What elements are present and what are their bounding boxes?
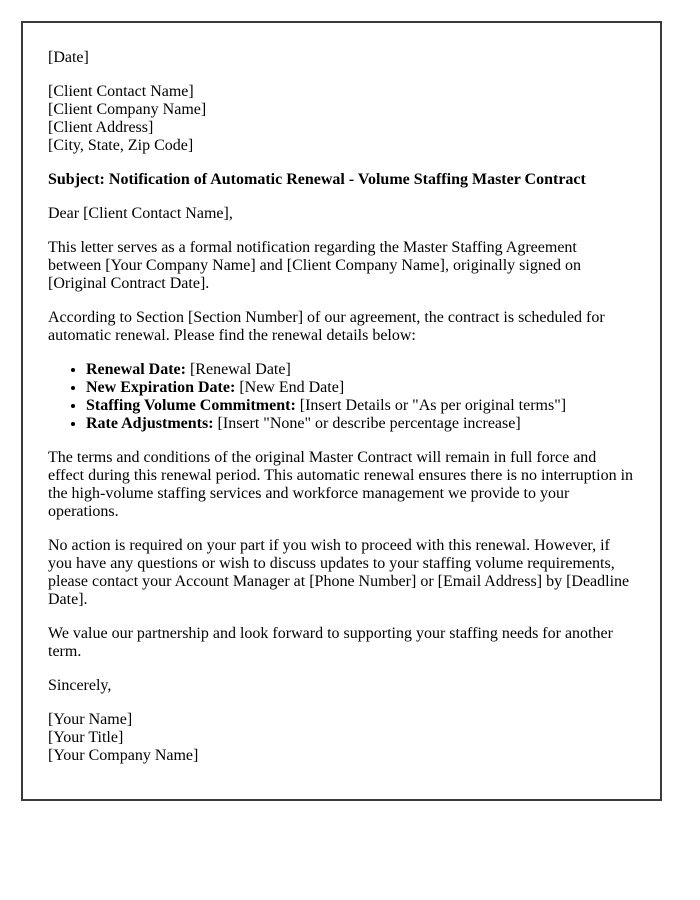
recipient-company-name: [Client Company Name] <box>48 101 207 118</box>
paragraph-no-action: No action is required on your part if you wish to proceed with this renewal. However, if you have any questions or wish to discuss updates to your staffing volume requirements, please contact your Account Manager at [Phone Number] or [Email Address] by [Deadline Date]. <box>48 537 630 608</box>
recipient-address-block <box>48 83 634 155</box>
recipient-city-state-zip: [City, State, Zip Code] <box>48 137 194 154</box>
letter-date: [Date] <box>48 49 89 66</box>
detail-item-new-expiration-date <box>86 379 634 397</box>
signature-company: [Your Company Name] <box>48 747 199 764</box>
letter-document <box>21 21 662 801</box>
detail-value: [Insert "None" or describe percentage increase] <box>217 415 521 432</box>
recipient-contact-name: [Client Contact Name] <box>48 83 194 100</box>
renewal-details-list <box>48 361 634 433</box>
paragraph-partnership: We value our partnership and look forward to supporting your staffing needs for another term. <box>48 625 613 660</box>
detail-label: Renewal Date: <box>86 361 186 378</box>
paragraph-renewal-notice: According to Section [Section Number] of our agreement, the contract is scheduled for automatic renewal. Please find the renewal details below: <box>48 309 605 344</box>
detail-value: [Insert Details or "As per original terms"] <box>299 397 567 414</box>
detail-value: [New End Date] <box>239 379 345 396</box>
signature-name: [Your Name] <box>48 711 133 728</box>
detail-value: [Renewal Date] <box>189 361 291 378</box>
detail-label: Staffing Volume Commitment: <box>86 397 296 414</box>
recipient-address: [Client Address] <box>48 119 154 136</box>
salutation: Dear [Client Contact Name], <box>48 205 233 222</box>
detail-label: Rate Adjustments: <box>86 415 214 432</box>
closing: Sincerely, <box>48 677 112 694</box>
detail-label: New Expiration Date: <box>86 379 236 396</box>
detail-item-staffing-volume-commitment <box>86 397 634 415</box>
detail-item-rate-adjustments <box>86 415 634 433</box>
signature-block <box>48 711 634 765</box>
paragraph-terms: The terms and conditions of the original Master Contract will remain in full force and effect during this renewal period. This automatic renewal ensures there is no interruption in the high-volume staffing services and workforce management we provide to your operations. <box>48 449 634 520</box>
paragraph-intro: This letter serves as a formal notification regarding the Master Staffing Agreement between [Your Company Name] and [Client Company Name], originally signed on [Original Contract Date]. <box>48 239 581 292</box>
signature-title: [Your Title] <box>48 729 124 746</box>
subject-line: Subject: Notification of Automatic Renewal - Volume Staffing Master Contract <box>48 171 586 188</box>
detail-item-renewal-date <box>86 361 634 379</box>
